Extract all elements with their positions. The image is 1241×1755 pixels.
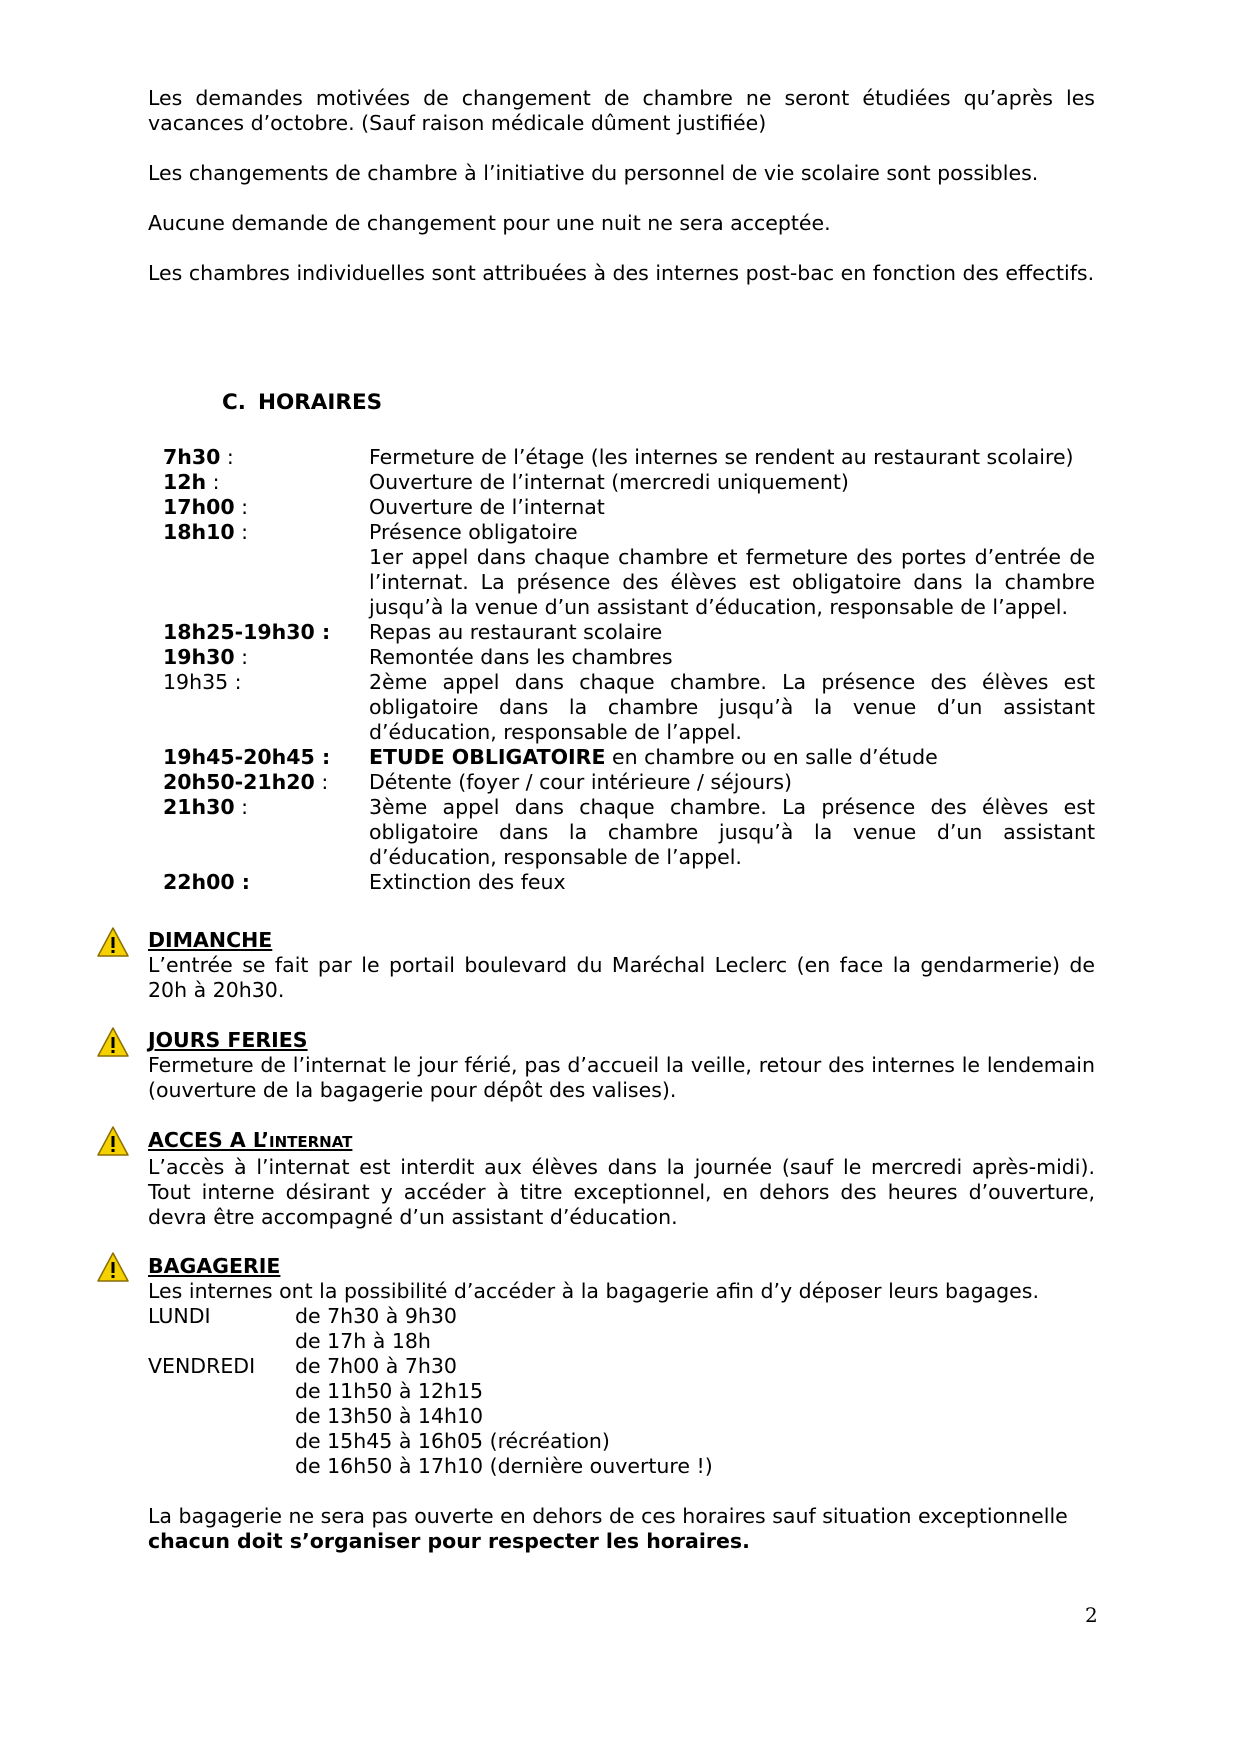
schedule-description-line <box>369 870 1095 895</box>
schedule-description <box>369 470 1095 495</box>
notice-title: DIMANCHE <box>148 928 273 952</box>
bagagerie-time: de 16h50 à 17h10 (dernière ouverture !) <box>295 1454 713 1478</box>
schedule-time <box>163 495 369 520</box>
notice-jours-feries <box>148 1028 1095 1103</box>
schedule-description-text: Remontée dans les chambres <box>369 645 673 669</box>
intro-paragraph-2: Les changements de chambre à l’initiative du personnel de vie scolaire sont possibles. <box>148 161 1039 185</box>
schedule-time-bold: 19h30 <box>163 645 235 669</box>
schedule-row <box>163 620 1095 645</box>
schedule-time-bold: 12h <box>163 470 207 494</box>
schedule-description <box>369 870 1095 895</box>
notice-text: L’accès à l’internat est interdit aux élèves dans la journée (sauf le mercredi après-midi). Tout interne désirant y accéder à titre exceptionnel, en dehors des heures d’ouverture, devra être accompagné d’un assistant d’éducation. <box>148 1155 1095 1229</box>
schedule-description-line <box>369 620 1095 645</box>
schedule-description <box>369 770 1095 795</box>
warning-icon <box>96 926 130 958</box>
schedule-time-suffix: : <box>234 795 249 819</box>
schedule-description-line <box>369 795 1095 870</box>
schedule-description-text: Extinction des feux <box>369 870 566 894</box>
schedule-row <box>163 495 1095 520</box>
bagagerie-slot <box>148 1304 1095 1329</box>
section-heading <box>222 390 382 415</box>
schedule-description <box>369 495 1095 520</box>
notice-bagagerie <box>148 1254 1095 1554</box>
notice-text: Fermeture de l’internat le jour férié, pas d’accueil la veille, retour des internes le lendemain (ouverture de la bagagerie pour dépôt des valises). <box>148 1053 1095 1102</box>
notice-text: L’entrée se fait par le portail boulevard du Maréchal Leclerc (en face la gendarmerie) de 20h à 20h30. <box>148 953 1095 1002</box>
warning-icon <box>96 1125 130 1157</box>
schedule-time-bold: 18h25-19h30 : <box>163 620 331 644</box>
schedule-time <box>163 645 369 670</box>
notice-acces-internat <box>148 1128 1095 1230</box>
bagagerie-closing: La bagagerie ne sera pas ouverte en dehors de ces horaires sauf situation exceptionnelle <box>148 1504 1068 1528</box>
schedule-time-suffix: : <box>234 520 249 544</box>
bagagerie-time: de 7h30 à 9h30 <box>295 1304 457 1328</box>
schedule-time-bold: 22h00 : <box>163 870 250 894</box>
schedule-description <box>369 670 1095 745</box>
intro-section <box>148 86 1095 311</box>
section-title: HORAIRES <box>257 390 383 415</box>
schedule-time <box>163 870 369 895</box>
schedule-time-suffix: : <box>234 645 249 669</box>
notice-title: BAGAGERIE <box>148 1254 281 1278</box>
schedule-description-line <box>369 770 1095 795</box>
schedule-row <box>163 870 1095 895</box>
intro-paragraph-4: Les chambres individuelles sont attribuées à des internes post-bac en fonction des effectifs. <box>148 261 1095 285</box>
section-letter: C. <box>222 390 246 415</box>
schedule-description <box>369 445 1095 470</box>
notice-title <box>148 1128 1095 1155</box>
schedule-time-suffix: : <box>206 470 220 494</box>
intro-paragraph-3: Aucune demande de changement pour une nuit ne sera acceptée. <box>148 211 831 235</box>
schedule-time-bold: 21h30 <box>163 795 235 819</box>
notice-dimanche <box>148 928 1095 1003</box>
intro-paragraph-1: Les demandes motivées de changement de chambre ne seront étudiées qu’après les vacances d’octobre. (Sauf raison médicale dûment justifiée) <box>148 86 1095 135</box>
warning-icon <box>96 1251 130 1283</box>
schedule-time <box>163 620 369 645</box>
schedule-table <box>163 445 1095 895</box>
schedule-description-bold: ETUDE OBLIGATOIRE <box>369 745 606 769</box>
schedule-time <box>163 520 369 620</box>
bagagerie-time: de 17h à 18h <box>295 1329 431 1353</box>
schedule-description <box>369 745 1095 770</box>
schedule-description-text: Ouverture de l’internat (mercredi uniquement) <box>369 470 849 494</box>
schedule-time-bold: 20h50-21h20 <box>163 770 315 794</box>
schedule-description-text: en chambre ou en salle d’étude <box>605 745 938 769</box>
schedule-row <box>163 770 1095 795</box>
bagagerie-slot <box>148 1354 1095 1379</box>
warning-icon <box>96 1026 130 1058</box>
bagagerie-slot <box>148 1454 1095 1479</box>
schedule-row <box>163 645 1095 670</box>
bagagerie-hours <box>148 1304 1095 1479</box>
schedule-description <box>369 795 1095 870</box>
bagagerie-slot <box>148 1429 1095 1454</box>
schedule-time-suffix: : <box>314 770 329 794</box>
bagagerie-time: de 7h00 à 7h30 <box>295 1354 457 1378</box>
schedule-time-bold: 17h00 <box>163 495 235 519</box>
schedule-time-suffix: 19h35 : <box>163 670 242 694</box>
notice-title: JOURS FERIES <box>148 1028 308 1052</box>
schedule-time <box>163 795 369 870</box>
bagagerie-time: de 13h50 à 14h10 <box>295 1404 484 1428</box>
schedule-description-line <box>369 495 1095 520</box>
schedule-row <box>163 470 1095 495</box>
schedule-description-text: Fermeture de l’étage (les internes se rendent au restaurant scolaire) <box>369 445 1074 469</box>
schedule-description-text: Repas au restaurant scolaire <box>369 620 663 644</box>
schedule-description-text: Détente (foyer / cour intérieure / séjours) <box>369 770 793 794</box>
notice-text: Les internes ont la possibilité d’accéder à la bagagerie afin d’y déposer leurs bagages. <box>148 1279 1039 1303</box>
bagagerie-closing-bold: chacun doit s’organiser pour respecter les horaires. <box>148 1529 750 1553</box>
schedule-time <box>163 470 369 495</box>
schedule-row <box>163 520 1095 620</box>
schedule-description-text: 2ème appel dans chaque chambre. La présence des élèves est obligatoire dans la chambre jusqu’à la venue d’un assistant d’éducation, responsable de l’appel. <box>369 670 1095 744</box>
notice-title-small: INTERNAT <box>269 1133 353 1151</box>
schedule-time <box>163 445 369 470</box>
bagagerie-time: de 15h45 à 16h05 (récréation) <box>295 1429 610 1453</box>
schedule-time <box>163 670 369 745</box>
bagagerie-day: LUNDI <box>148 1304 211 1328</box>
schedule-description-line <box>369 670 1095 745</box>
schedule-time-suffix: : <box>234 495 249 519</box>
schedule-description-text: Présence obligatoire <box>369 520 578 544</box>
schedule-description-line <box>369 745 1095 770</box>
schedule-time-bold: 18h10 <box>163 520 235 544</box>
schedule-description-text: Ouverture de l’internat <box>369 495 605 519</box>
schedule-description-line <box>369 520 1095 545</box>
bagagerie-time: de 11h50 à 12h15 <box>295 1379 484 1403</box>
bagagerie-day: VENDREDI <box>148 1354 256 1378</box>
bagagerie-day <box>148 1404 295 1429</box>
bagagerie-slot <box>148 1329 1095 1354</box>
bagagerie-day <box>148 1429 295 1454</box>
schedule-description <box>369 520 1095 620</box>
schedule-description-line <box>369 445 1095 470</box>
schedule-row <box>163 445 1095 470</box>
schedule-time-bold: 19h45-20h45 : <box>163 745 331 769</box>
schedule-time <box>163 745 369 770</box>
schedule-time <box>163 770 369 795</box>
schedule-description <box>369 620 1095 645</box>
schedule-description-line <box>369 645 1095 670</box>
schedule-time-suffix: : <box>220 445 234 469</box>
schedule-row <box>163 670 1095 745</box>
schedule-description-detail: 1er appel dans chaque chambre et fermeture des portes d’entrée de l’internat. La présence des élèves est obligatoire dans la chambre jusqu’à la venue d’un assistant d’éducation, responsable de l’appel. <box>369 545 1095 619</box>
schedule-description-line <box>369 470 1095 495</box>
page-number: 2 <box>1085 1603 1098 1627</box>
bagagerie-day <box>148 1454 295 1479</box>
bagagerie-slot <box>148 1404 1095 1429</box>
schedule-description <box>369 645 1095 670</box>
bagagerie-slot <box>148 1379 1095 1404</box>
schedule-row <box>163 745 1095 770</box>
notice-title-main: ACCES A L’ <box>148 1128 269 1152</box>
schedule-row <box>163 795 1095 870</box>
bagagerie-day <box>148 1329 295 1354</box>
schedule-description-text: 3ème appel dans chaque chambre. La présence des élèves est obligatoire dans la chambre jusqu’à la venue d’un assistant d’éducation, responsable de l’appel. <box>369 795 1095 869</box>
schedule-time-bold: 7h30 <box>163 445 221 469</box>
bagagerie-day <box>148 1379 295 1404</box>
